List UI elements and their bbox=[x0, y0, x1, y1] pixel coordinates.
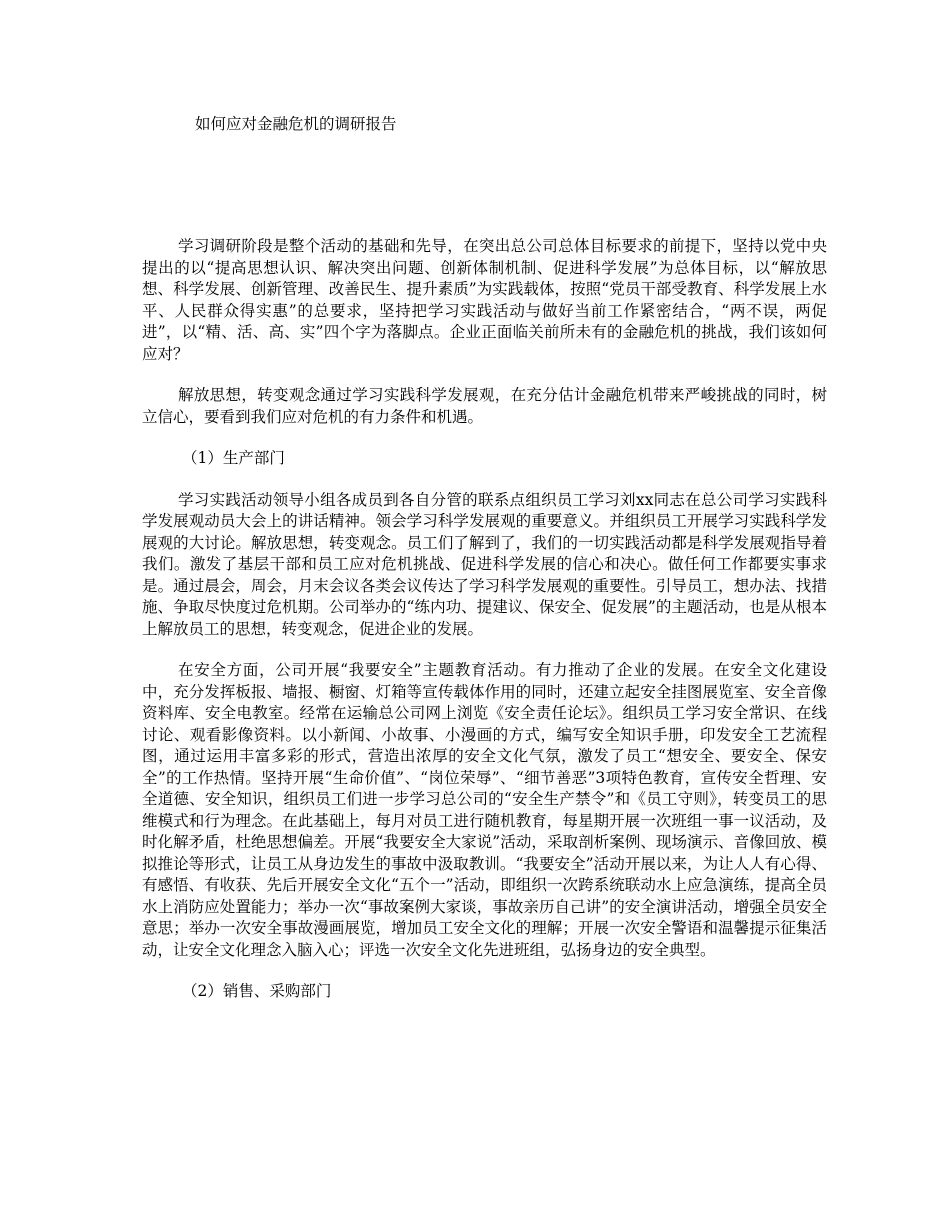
section-heading-sales-purchasing: （2）销售、采购部门 bbox=[182, 982, 332, 1000]
section-heading-production: （1）生产部门 bbox=[182, 449, 285, 467]
intro-paragraph-1: 学习调研阶段是整个活动的基础和先导，在突出总公司总体目标要求的前提下，坚持以党中央提出的以“提高思想认识、解决突出问题、创新体制机制、促进科学发展”为总体目标，以“解放思想、科学发展、创新管理、改善民生、提升素质”为实践载体，按照“党员干部受教育、科学发展上水平、人民群众得实惠”的总要求，坚持把学习实践活动与做好当前工作紧密结合，“两不误，两促进”，以“精、活、高、实”四个字为落脚点。企业正面临关前所未有的金融危机的挑战，我们该如何应对？ bbox=[142, 237, 827, 363]
document-body bbox=[142, 236, 827, 1023]
production-paragraph-2: 在安全方面，公司开展“我要安全”主题教育活动。有力推动了企业的发展。在安全文化建设中，充分发挥板报、墙报、橱窗、灯箱等宣传载体作用的同时，还建立起安全挂图展览室、安全音像资料库、安全电教室。经常在运输总公司网上浏览《安全责任论坛》。组织员工学习安全常识、在线讨论、观看影像资料。以小新闻、小故事、小漫画的方式，编写安全知识手册，印发安全工艺流程图，通过运用丰富多彩的形式，营造出浓厚的安全文化气氛，激发了员工“想安全、要安全、保安全”的工作热情。坚持开展“生命价值”、“岗位荣辱”、“细节善恶”3项特色教育，宣传安全哲理、安全道德、安全知识，组织员工们进一步学习总公司的“安全生产禁令”和《员工守则》，转变员工的思维模式和行为理念。在此基础上，每月对员工进行随机教育，每星期开展一次班组一事一议活动，及时化解矛盾，杜绝思想偏差。开展“我要安全大家说”活动，采取剖析案例、现场演示、音像回放、模拟推论等形式，让员工从身边发生的事故中汲取教训。“我要安全”活动开展以来，为让人人有心得、有感悟、有收获、先后开展安全文化“五个一”活动，即组织一次跨系统联动水上应急演练，提高全员水上消防应处置能力；举办一次“事故案例大家谈，事故亲历自己讲”的安全演讲活动，增强全员安全意思；举办一次安全事故漫画展览，增加员工安全文化的理解；开展一次安全警语和温馨提示征集活动，让安全文化理念入脑入心；评选一次安全文化先进班组，弘扬身边的安全典型。 bbox=[142, 661, 827, 959]
document-title: 如何应对金融危机的调研报告 bbox=[195, 115, 397, 133]
production-paragraph-1: 学习实践活动领导小组各成员到各自分管的联系点组织员工学习刘xx同志在总公司学习实践科学发展观动员大会上的讲话精神。领会学习科学发展观的重要意义。并组织员工开展学习实践科学发展观的大讨论。解放思想，转变观念。员工们了解到了，我们的一切实践活动都是科学发展观指导着我们。激发了基层干部和员工应对危机挑战、促进科学发展的信心和决心。做任何工作都要实事求是。通过晨会，周会，月末会议各类会议传达了学习科学发展观的重要性。引导员工，想办法、找措施、争取尽快度过危机期。公司举办的“练内功、提建议、保安全、促发展”的主题活动，也是从根本上解放员工的思想，转变观念，促进企业的发展。 bbox=[142, 490, 827, 638]
intro-paragraph-2: 解放思想，转变观念通过学习实践科学发展观，在充分估计金融危机带来严峻挑战的同时，树立信心，要看到我们应对危机的有力条件和机遇。 bbox=[142, 386, 827, 426]
